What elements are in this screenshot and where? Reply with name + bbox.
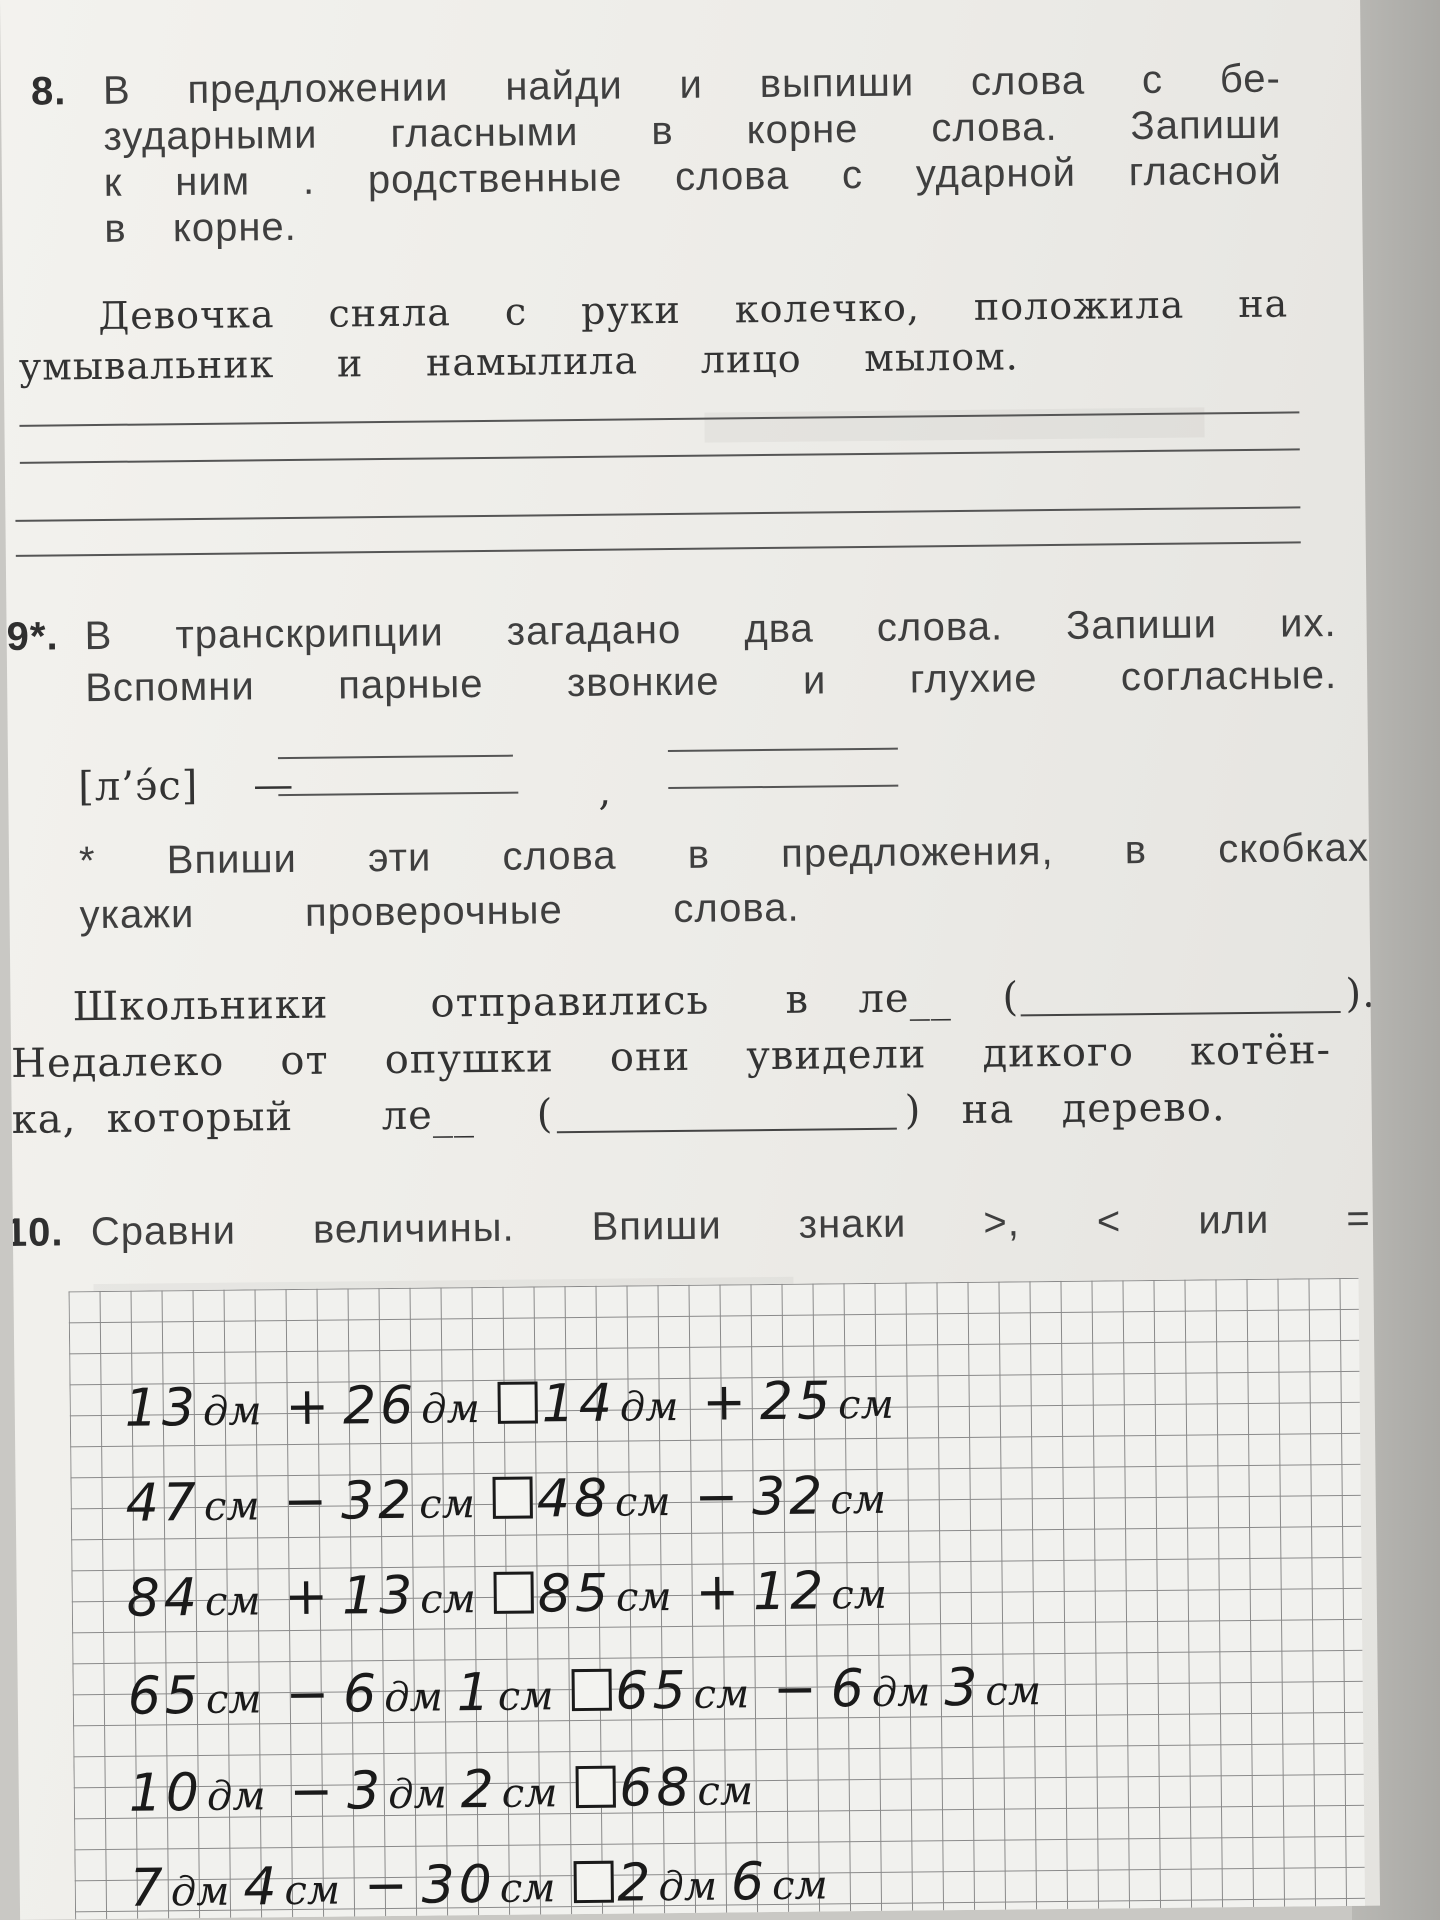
word: отправились xyxy=(430,977,710,1027)
answer-line-word-2-top[interactable] xyxy=(668,748,898,752)
word: на xyxy=(961,1086,1015,1133)
word: в xyxy=(104,206,127,251)
operator-sign: − xyxy=(289,1761,338,1823)
comma: , xyxy=(598,768,613,815)
comparison-row xyxy=(128,1757,767,1824)
word: ка, xyxy=(11,1096,77,1143)
word: гласной xyxy=(1128,148,1282,195)
quantity-unit: см xyxy=(693,1671,750,1718)
quantity-unit: см xyxy=(205,1676,262,1723)
answer-line[interactable] xyxy=(20,448,1300,463)
word: глухие xyxy=(909,656,1038,702)
quantity-number: 3 xyxy=(943,1657,982,1719)
asterisk: * xyxy=(78,839,96,884)
operator-sign: − xyxy=(363,1855,412,1917)
word: умывальник xyxy=(18,342,275,389)
word: мылом. xyxy=(864,334,1019,380)
word: слова xyxy=(970,58,1086,104)
quantity-unit: дм xyxy=(387,1771,447,1819)
word: котён- xyxy=(1189,1027,1332,1075)
quantity-number: 30 xyxy=(421,1854,497,1916)
word: >, xyxy=(983,1200,1021,1245)
word: парные xyxy=(337,661,484,708)
word: Запиши xyxy=(1065,602,1218,648)
operator-sign: − xyxy=(772,1659,821,1720)
quantity-unit: см xyxy=(501,1770,558,1817)
word: предложения, xyxy=(780,829,1054,876)
instruction-line xyxy=(79,886,800,948)
operator-sign: − xyxy=(283,1471,332,1533)
sentence-line xyxy=(19,334,1019,394)
word: согласные. xyxy=(1120,653,1338,700)
quantity-unit: см xyxy=(615,1574,672,1621)
word: предложении xyxy=(187,65,449,113)
quantity-unit: дм xyxy=(658,1863,718,1911)
quantity-number: 65 xyxy=(615,1660,690,1722)
word: к xyxy=(103,160,123,205)
task-number: 8. xyxy=(30,69,67,114)
operator-sign: − xyxy=(694,1467,743,1528)
word: ним xyxy=(174,159,251,205)
word: опушки xyxy=(384,1035,555,1084)
word: бе- xyxy=(1219,56,1282,102)
sentence-line xyxy=(18,282,1288,345)
quantity-number: 12 xyxy=(752,1561,828,1623)
word: корне xyxy=(746,107,859,153)
word: = xyxy=(1346,1196,1372,1241)
word: Сравни xyxy=(90,1208,237,1255)
open-paren: ( xyxy=(1002,974,1020,1021)
quantity-number: 1 xyxy=(456,1662,495,1724)
quantity-number: 10 xyxy=(128,1762,204,1824)
comparison-sign-box[interactable] xyxy=(571,1669,611,1711)
quantity-unit: см xyxy=(837,1381,894,1429)
quantity-unit: дм xyxy=(206,1773,266,1820)
word: транскрипции xyxy=(175,610,444,658)
task-9-sub-instruction xyxy=(79,826,1370,948)
word: укажи xyxy=(79,892,195,938)
quantity-number: 48 xyxy=(536,1468,612,1530)
word: с xyxy=(504,289,528,334)
check-word-blank-2[interactable] xyxy=(556,1090,896,1134)
word: проверочные xyxy=(304,888,563,935)
task-number: 10. xyxy=(4,1210,64,1256)
quantity-unit: см xyxy=(831,1571,888,1619)
task-8 xyxy=(31,57,1283,254)
word: или xyxy=(1198,1197,1270,1243)
quantity-number: 32 xyxy=(340,1470,416,1532)
quantity-number: 85 xyxy=(537,1563,613,1625)
word: Впиши xyxy=(166,836,298,883)
quantity-number: 2 xyxy=(617,1853,655,1914)
word: величины. xyxy=(312,1205,515,1252)
quantity-unit: см xyxy=(284,1867,341,1915)
task-8-sentence xyxy=(18,282,1289,395)
close-paren: ) xyxy=(904,1087,922,1134)
word: и xyxy=(336,341,364,386)
quantity-unit: см xyxy=(204,1578,261,1625)
quantity-unit: дм xyxy=(170,1868,230,1916)
word: в xyxy=(651,108,674,154)
word: и xyxy=(802,658,827,703)
word: положила xyxy=(973,282,1185,329)
quantity-number: 3 xyxy=(346,1761,385,1822)
word: и xyxy=(679,62,704,107)
word: звонкие xyxy=(566,659,720,706)
quantity-number: 65 xyxy=(127,1665,203,1727)
word: В xyxy=(84,613,113,659)
quantity-unit: см xyxy=(203,1483,260,1530)
check-word-blank-1[interactable] xyxy=(1020,973,1340,1016)
quantity-unit: см xyxy=(419,1481,476,1528)
word: который xyxy=(106,1093,294,1142)
word: слова. xyxy=(876,604,1004,650)
answer-line[interactable] xyxy=(15,506,1300,521)
quantity-unit: дм xyxy=(420,1386,480,1433)
word: руки xyxy=(580,287,682,333)
quantity-number: 68 xyxy=(618,1757,694,1819)
comparison-row xyxy=(129,1851,841,1918)
answer-line[interactable] xyxy=(16,541,1301,556)
task-number: 9*. xyxy=(6,614,59,659)
instruction-line xyxy=(91,1197,1371,1255)
quantity-unit: дм xyxy=(383,1674,443,1722)
quantity-unit: см xyxy=(771,1862,828,1910)
word: скобках xyxy=(1217,825,1370,872)
task-9 xyxy=(6,601,1337,719)
word: намылила xyxy=(425,338,639,385)
word: Запиши xyxy=(1130,102,1282,149)
comparison-row xyxy=(125,1466,900,1534)
quantity-number: 14 xyxy=(541,1373,617,1435)
quantity-unit: см xyxy=(830,1476,887,1524)
quantity-number: 13 xyxy=(341,1565,417,1627)
word: их. xyxy=(1279,601,1337,646)
quantity-number: 4 xyxy=(243,1857,281,1918)
transcription: [л’э́с] xyxy=(78,762,199,811)
word: в xyxy=(1124,828,1148,873)
quantity-number: 25 xyxy=(759,1371,835,1433)
word: дерево. xyxy=(1061,1084,1226,1132)
word: Недалеко xyxy=(10,1038,225,1087)
task-10 xyxy=(4,1191,1380,1265)
word: слова xyxy=(674,153,790,199)
word: от xyxy=(280,1037,329,1085)
transcription-row xyxy=(78,755,979,824)
word: два xyxy=(744,606,814,652)
word: с xyxy=(841,152,864,198)
quantity-unit: см xyxy=(697,1768,754,1815)
word: на xyxy=(1237,281,1289,327)
word: В xyxy=(102,68,131,113)
operator-sign: − xyxy=(285,1664,334,1726)
quantity-number: 84 xyxy=(126,1567,202,1629)
close-paren: ). xyxy=(1345,970,1377,1017)
word: . xyxy=(302,158,316,203)
word: в xyxy=(687,832,711,877)
quantity-number: 2 xyxy=(460,1759,499,1821)
task-9-sentence xyxy=(10,970,1377,1153)
quantity-number: 47 xyxy=(125,1472,201,1534)
word: эти xyxy=(367,835,432,881)
word: выпиши xyxy=(759,60,915,107)
word: Впиши xyxy=(591,1203,722,1249)
word: лицо xyxy=(700,336,802,382)
word: Девочка xyxy=(98,292,275,338)
word: увидели xyxy=(746,1031,927,1080)
comparison-sign-box[interactable] xyxy=(575,1766,615,1808)
comparison-sign-box[interactable] xyxy=(497,1381,537,1423)
word: в xyxy=(785,976,810,1023)
word: загадано xyxy=(506,607,682,654)
word: они xyxy=(609,1033,691,1081)
word: сняла xyxy=(328,290,452,336)
word: ударной xyxy=(915,150,1077,197)
word: ле__ xyxy=(381,1092,476,1140)
quantity-unit: см xyxy=(985,1668,1042,1715)
word: колечко, xyxy=(734,285,921,332)
operator-sign: + xyxy=(702,1372,751,1433)
word: зударными xyxy=(103,112,318,159)
comparison-sign-box[interactable] xyxy=(493,1477,533,1519)
quantity-number: 6 xyxy=(342,1664,381,1725)
quantity-unit: см xyxy=(497,1673,554,1720)
word: Вспомни xyxy=(84,664,255,711)
quantity-unit: см xyxy=(614,1479,671,1526)
comparison-row xyxy=(124,1371,908,1439)
quantity-unit: дм xyxy=(871,1669,931,1716)
word: слова. xyxy=(673,885,800,931)
operator-sign: + xyxy=(695,1562,744,1623)
word: гласными xyxy=(390,109,579,156)
comparison-row xyxy=(126,1561,901,1629)
dash: — xyxy=(252,761,295,809)
comparison-sign-box[interactable] xyxy=(494,1571,534,1613)
answer-line-word-1-top[interactable] xyxy=(278,755,513,759)
word: знаки xyxy=(798,1201,907,1247)
quantity-number: 26 xyxy=(342,1375,418,1437)
quantity-number: 13 xyxy=(124,1377,200,1439)
comparison-row xyxy=(127,1657,1055,1727)
quantity-unit: дм xyxy=(619,1383,679,1431)
word: найди xyxy=(505,63,623,109)
word: корне. xyxy=(172,204,298,251)
quantity-unit: см xyxy=(499,1865,556,1912)
quantity-number: 6 xyxy=(830,1659,869,1720)
open-paren: ( xyxy=(536,1091,554,1138)
word: дикого xyxy=(982,1029,1135,1077)
word: слова. xyxy=(931,104,1058,151)
quantity-number: 7 xyxy=(129,1858,168,1919)
word: < xyxy=(1096,1199,1122,1244)
word: ле__ xyxy=(858,975,952,1023)
operator-sign: + xyxy=(285,1376,334,1438)
word: родственные xyxy=(367,155,623,203)
word: с xyxy=(1141,57,1164,103)
quantity-unit: дм xyxy=(202,1388,262,1435)
word: слова xyxy=(502,833,617,879)
quantity-number: 32 xyxy=(751,1466,827,1528)
word: Школьники xyxy=(72,981,329,1031)
quantity-unit: см xyxy=(420,1576,477,1623)
operator-sign: + xyxy=(284,1566,333,1628)
instruction-line xyxy=(79,826,1369,894)
quantity-number: 6 xyxy=(730,1852,769,1913)
comparison-sign-box[interactable] xyxy=(573,1861,613,1903)
